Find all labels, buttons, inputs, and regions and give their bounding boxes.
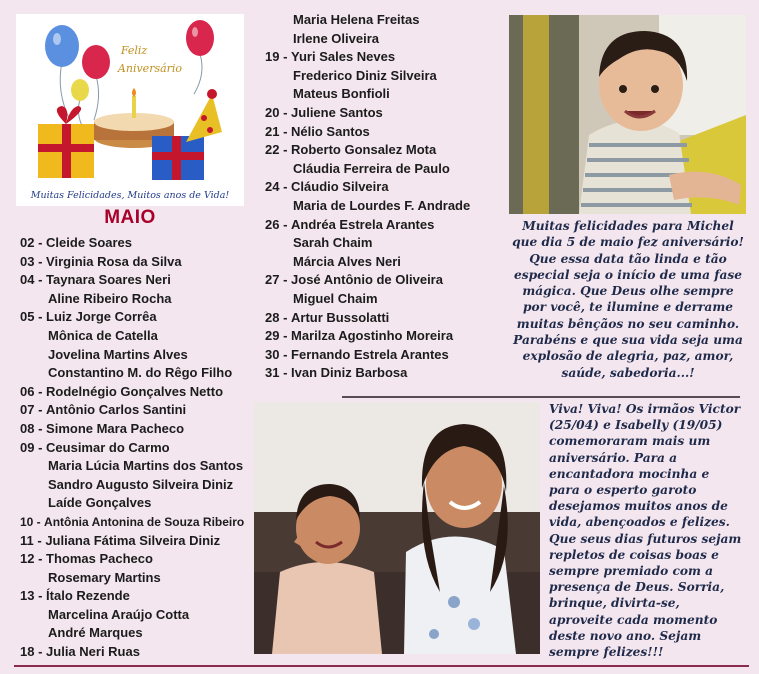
list-item-name: Ivan Diniz Barbosa <box>291 365 408 381</box>
list-item <box>20 494 252 513</box>
banner-title-line2: Aniversário <box>117 62 183 75</box>
banner-title-line1: Feliz <box>120 44 148 57</box>
siblings-photo-illustration <box>254 402 540 654</box>
list-item-name: Marilza Agostinho Moreira <box>291 328 454 344</box>
list-item <box>20 513 252 532</box>
list-item-name: Mônica de Catella <box>48 327 158 343</box>
birthday-cake-illustration <box>16 14 244 206</box>
list-item <box>20 439 252 458</box>
photo-siblings <box>254 402 540 654</box>
birthday-list-middle <box>265 11 505 383</box>
balloon-yellow <box>71 79 89 101</box>
list-item <box>20 271 252 290</box>
list-item-name: Simone Mara Pacheco <box>46 420 185 436</box>
list-item-name: Thomas Pacheco <box>46 551 153 567</box>
birthday-banner <box>16 14 244 206</box>
list-item-name: Juliene Santos <box>291 104 383 120</box>
list-item-day: 29 - <box>265 328 288 344</box>
list-item <box>20 457 252 476</box>
list-item-name: Aline Ribeiro Rocha <box>48 290 172 306</box>
footer-rule <box>14 665 749 667</box>
list-item <box>20 569 252 588</box>
list-item-day: 22 - <box>265 142 288 158</box>
list-item-name: Sarah Chaim <box>293 235 373 251</box>
list-item-day: 19 - <box>265 49 288 65</box>
list-item-name: Irlene Oliveira <box>293 30 379 46</box>
list-item <box>265 85 505 104</box>
list-item-name: Antônia Antonina de Souza Ribeiro <box>44 514 245 529</box>
list-item-day: 03 - <box>20 253 43 269</box>
list-item <box>265 290 505 309</box>
list-item <box>20 532 252 551</box>
list-item <box>20 606 252 625</box>
list-item <box>20 550 252 569</box>
list-item-day: 05 - <box>20 309 43 325</box>
list-item-day: 27 - <box>265 272 288 288</box>
list-item-day: 28 - <box>265 309 288 325</box>
list-item-name: Maria de Lourdes F. Andrade <box>293 197 471 213</box>
list-item <box>20 383 252 402</box>
list-item-name: Andréa Estrela Arantes <box>291 216 435 232</box>
list-item-name: Cleide Soares <box>46 235 133 250</box>
child-photo-illustration <box>509 15 746 214</box>
list-item <box>20 624 252 643</box>
list-item-name: Yuri Sales Neves <box>291 49 396 65</box>
list-item <box>20 290 252 309</box>
list-item-name: Maria Helena Freitas <box>293 12 420 27</box>
list-item-day: 30 - <box>265 346 288 362</box>
list-item-day: 08 - <box>20 420 43 436</box>
list-item-day: 13 - <box>20 588 43 604</box>
list-item <box>265 67 505 86</box>
list-item-day: 12 - <box>20 551 43 567</box>
list-item <box>20 476 252 495</box>
list-item <box>265 123 505 142</box>
list-item <box>265 327 505 346</box>
list-item-name: André Marques <box>48 625 143 641</box>
list-item <box>20 346 252 365</box>
list-item-name: Juliana Fátima Silveira Diniz <box>45 532 221 548</box>
message-michel: Muitas felicidades para Michel que dia 5 de maio fez aniversário! Que essa data tão linda e tão especial seja o início de uma fase mágica. Que Deus olhe sempre por você, te ilumine e derrame muitas bênçãos no seu caminho. Parabéns e que sua vida seja uma explosão de alegria, paz, amor, saúde, sabedoria...! <box>512 219 744 380</box>
list-item <box>20 401 252 420</box>
list-item <box>265 11 505 30</box>
list-item-day: 31 - <box>265 365 288 381</box>
list-item <box>20 587 252 606</box>
list-item-name: Rodelnégio Gonçalves Netto <box>46 383 224 399</box>
list-item <box>20 253 252 272</box>
birthday-list-left <box>20 234 252 662</box>
list-item <box>265 271 505 290</box>
list-item-name: Fernando Estrela Arantes <box>291 346 449 362</box>
list-item-name: Jovelina Martins Alves <box>48 346 188 362</box>
list-item <box>265 160 505 179</box>
list-item-name: Roberto Gonsalez Mota <box>291 142 437 158</box>
balloon-red <box>82 45 110 79</box>
list-item-day: 06 - <box>20 383 43 399</box>
balloon-blue <box>45 25 79 67</box>
list-item-name: Maria Lúcia Martins dos Santos <box>48 458 244 474</box>
list-item <box>20 364 252 383</box>
list-item-name: Marcelina Araújo Cotta <box>48 606 190 622</box>
list-item-day: 10 - <box>20 514 41 529</box>
section-divider <box>342 396 740 398</box>
list-item-day: 18 - <box>20 644 43 660</box>
list-item <box>265 197 505 216</box>
list-item-name: Rosemary Martins <box>48 569 161 585</box>
list-item <box>265 309 505 328</box>
message-siblings: Viva! Viva! Os irmãos Victor (25/04) e Isabelly (19/05) comemoraram mais um aniversário. Para a encantadora mocinha e para o esperto garoto desejamos muitos anos de vida, abençoados e felizes. Que seus dias futuros sejam repletos de coisas boas e sempre premiado com a presença de Deus. Sorria, brinque, divirta-se, aproveite cada momento deste novo ano. Sejam sempre felizes!!! <box>549 402 742 660</box>
list-item-name: Miguel Chaim <box>293 290 378 306</box>
list-item-name: Mateus Bonfioli <box>293 86 390 102</box>
list-item-name: Ítalo Rezende <box>46 588 130 604</box>
list-item <box>20 308 252 327</box>
list-item <box>265 346 505 365</box>
month-heading: MAIO <box>104 207 156 228</box>
list-item-name: Antônio Carlos Santini <box>46 402 187 418</box>
list-item-day: 11 - <box>20 532 42 548</box>
list-item <box>265 48 505 67</box>
list-item-name: Sandro Augusto Silveira Diniz <box>48 476 234 492</box>
list-item <box>265 364 505 383</box>
list-item-day: 21 - <box>265 123 288 139</box>
list-item-day: 24 - <box>265 179 288 195</box>
list-item-name: Artur Bussolatti <box>291 309 390 325</box>
list-item-name: Laíde Gonçalves <box>48 495 152 511</box>
list-item-day: 07 - <box>20 402 43 418</box>
list-item <box>265 216 505 235</box>
list-item <box>265 141 505 160</box>
list-item-name: Constantino M. do Rêgo Filho <box>48 365 233 381</box>
list-item-name: Luiz Jorge Corrêa <box>46 309 157 325</box>
list-item <box>265 253 505 272</box>
list-item-name: Cláudio Silveira <box>291 179 389 195</box>
photo-michel <box>509 15 746 214</box>
list-item <box>265 104 505 123</box>
list-item-name: Ceusimar do Carmo <box>46 439 170 455</box>
list-item <box>265 234 505 253</box>
banner-tagline: Muitas Felicidades, Muitos anos de Vida! <box>30 190 230 201</box>
list-item <box>20 234 252 253</box>
list-item-name: Cláudia Ferreira de Paulo <box>293 160 450 176</box>
list-item <box>265 30 505 49</box>
list-item-day: 26 - <box>265 216 288 232</box>
balloon-red-right <box>186 20 214 56</box>
list-item-name: Nélio Santos <box>291 123 370 139</box>
list-item-name: José Antônio de Oliveira <box>291 272 443 288</box>
list-item-name: Virginia Rosa da Silva <box>46 253 182 269</box>
list-item-name: Frederico Diniz Silveira <box>293 67 437 83</box>
list-item <box>20 420 252 439</box>
list-item-name: Julia Neri Ruas <box>46 644 140 660</box>
list-item-name: Márcia Alves Neri <box>293 253 401 269</box>
list-item <box>20 643 252 662</box>
list-item <box>265 178 505 197</box>
list-item-day: 02 - <box>20 235 43 250</box>
list-item-day: 09 - <box>20 439 43 455</box>
list-item-name: Taynara Soares Neri <box>46 272 171 288</box>
list-item-day: 20 - <box>265 104 288 120</box>
list-item <box>20 327 252 346</box>
list-item-day: 04 - <box>20 272 43 288</box>
